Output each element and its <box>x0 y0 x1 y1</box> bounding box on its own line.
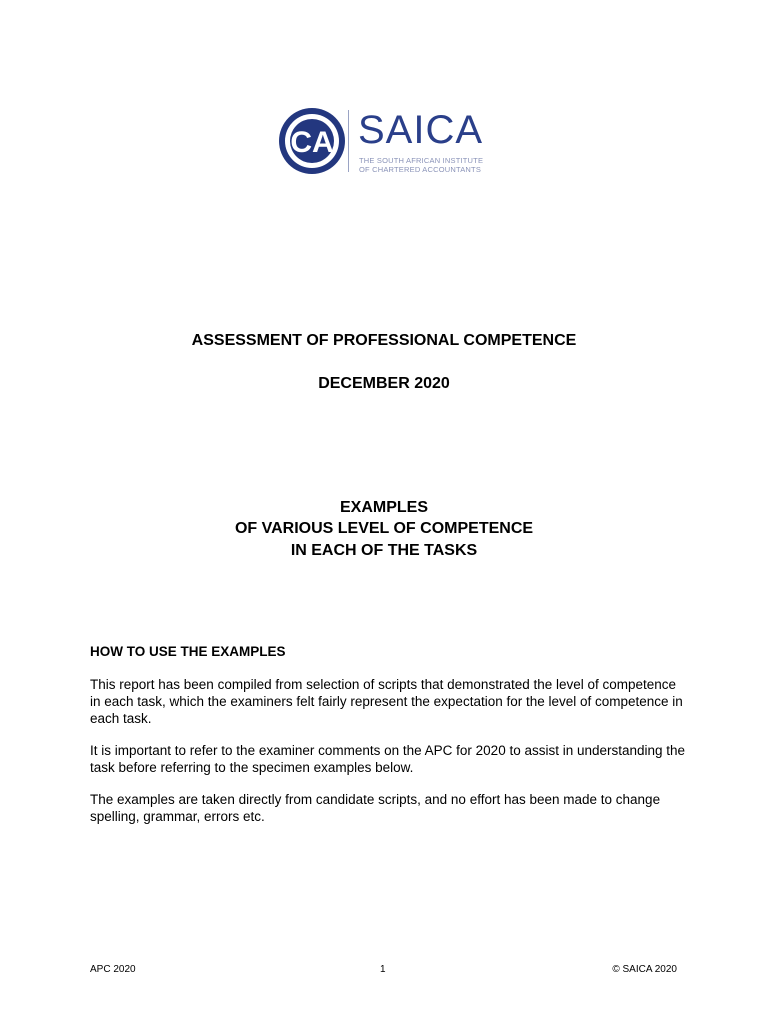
saica-logo <box>276 104 516 180</box>
logo-divider <box>348 110 349 172</box>
logo-subtitle-line2: OF CHARTERED ACCOUNTANTS <box>359 165 482 174</box>
logo-subtitle-line1: THE SOUTH AFRICAN INSTITUTE <box>359 156 484 165</box>
document-title: ASSESSMENT OF PROFESSIONAL COMPETENCE <box>191 332 577 349</box>
section-heading: HOW TO USE THE EXAMPLES <box>90 644 286 659</box>
logo-mark-text: CA <box>290 126 334 159</box>
paragraph: It is important to refer to the examiner comments on the APC for 2020 to assist in understanding the task before referring to the specimen examples below. <box>90 743 686 775</box>
paragraph: The examples are taken directly from candidate scripts, and no effort has been made to change spelling, grammar, errors etc. <box>90 792 661 824</box>
examples-heading-line3: IN EACH OF THE TASKS <box>290 542 478 559</box>
logo-name: SAICA <box>358 108 484 152</box>
page-number: 1 <box>380 964 386 975</box>
examples-heading-line1: EXAMPLES <box>339 499 428 516</box>
examples-heading-line2: OF VARIOUS LEVEL OF COMPETENCE <box>234 520 534 537</box>
footer-copyright: © SAICA 2020 <box>612 964 677 975</box>
document-date: DECEMBER 2020 <box>318 375 450 392</box>
paragraph: This report has been compiled from selection of scripts that demonstrated the level of competence in each task, which the examiners felt fairly represent the expectation for the level of competence in each task. <box>90 677 683 726</box>
footer-left: APC 2020 <box>90 964 136 975</box>
ca-emblem-icon <box>276 104 348 176</box>
logo-subtitle <box>359 156 509 174</box>
